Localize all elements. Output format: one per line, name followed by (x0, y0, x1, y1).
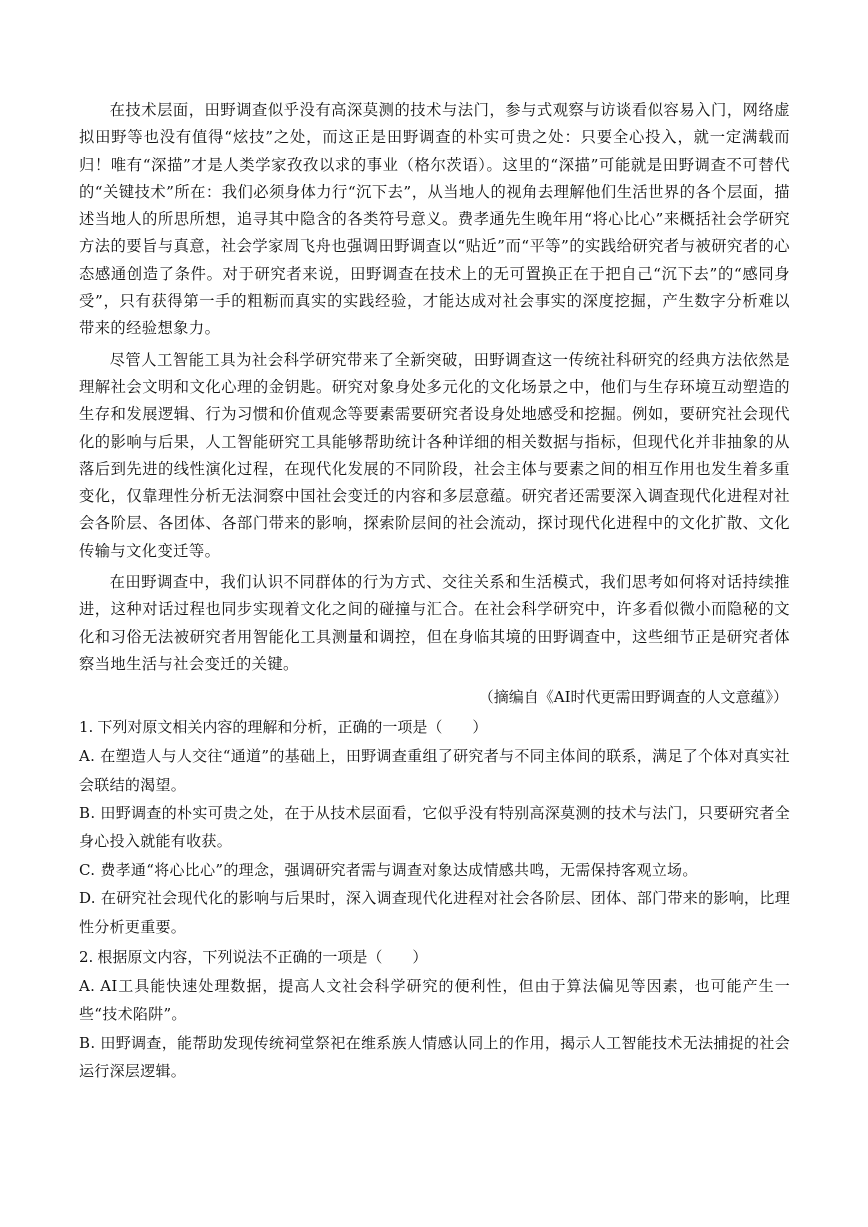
question-number: 1. (79, 718, 94, 737)
passage-paragraph-2: 尽管人工智能工具为社会科学研究带来了全新突破，田野调查这一传统社科研究的经典方法依然是理解社会文明和文化心理的金钥匙。研究对象身处多元化的文化场景之中，他们与生存环境互动塑造的生存和发展逻辑、行为习惯和价值观念等要素需要研究者设身处地感受和挖掘。例如，要研究社会现代化的影响与后果，人工智能研究工具能够帮助统计各种详细的相关数据与指标，但现代化并非抽象的从落后到先进的线性演化过程，在现代化发展的不同阶段，社会主体与要素之间的相互作用也发生着多重变化，仅靠理性分析无法洞察中国社会变迁的内容和多层意蕴。研究者还需要深入调查现代化进程对社会各阶层、各团体、各部门带来的影响，探索阶层间的社会流动，探讨现代化进程中的文化扩散、文化传输与文化变迁等。 (79, 350, 790, 560)
option-a (79, 742, 790, 799)
option-text: 田野调查的朴实可贵之处，在于从技术层面看，它似乎没有特别高深莫测的技术与法门，只要研究者全身心投入就能有收获。 (79, 804, 790, 851)
option-a (79, 972, 790, 1029)
document-page (79, 97, 790, 1086)
question-text: 下列对原文相关内容的理解和分析，正确的一项是（ ） (97, 718, 488, 737)
question-stem (79, 943, 790, 972)
option-d (79, 884, 790, 941)
option-text: 费孝通“将心比心”的理念，强调研究者需与调查对象达成情感共鸣，无需保持客观立场。 (100, 860, 698, 879)
option-text: 田野调查，能帮助发现传统祠堂祭祀在维系族人情感认同上的作用，揭示人工智能技术无法捕捉的社会运行深层逻辑。 (79, 1033, 790, 1081)
option-letter: D. (79, 889, 96, 908)
option-text: AI工具能快速处理数据，提高人文社会科学研究的便利性，但由于算法偏见等因素，也可能产生一些“技术陷阱”。 (79, 977, 790, 1024)
question-1 (79, 713, 790, 941)
option-b (79, 799, 790, 856)
passage-source: （摘编自《AI时代更需田野调查的人文意蕴》） (478, 688, 788, 707)
option-text: 在塑造人与人交往“通道”的基础上，田野调查重组了研究者与不同主体间的联系，满足了个体对真实社会联结的渴望。 (79, 747, 790, 794)
option-letter: A. (79, 747, 96, 766)
question-number: 2. (79, 948, 94, 967)
option-b (79, 1029, 790, 1086)
passage-paragraph-3: 在田野调查中，我们认识不同群体的行为方式、交往关系和生活模式，我们思考如何将对话持续推进，这种对话过程也同步实现着文化之间的碰撞与汇合。在社会科学研究中，许多看似微小而隐秘的文化和习俗无法被研究者用智能化工具测量和调控，但在身临其境的田野调查中，这些细节正是研究者体察当地生活与社会变迁的关键。 (79, 573, 790, 673)
passage-paragraph-1: 在技术层面，田野调查似乎没有高深莫测的技术与法门，参与式观察与访谈看似容易入门，网络虚拟田野等也没有值得“炫技”之处，而这正是田野调查的朴实可贵之处：只要全心投入，就一定满载而归！唯有“深描”才是人类学家孜孜以求的事业（格尔茨语）。这里的“深描”可能就是田野调查不可替代的“关键技术”所在：我们必须身体力行“沉下去”，从当地人的视角去理解他们生活世界的各个层面，描述当地人的所思所想，追寻其中隐含的各类符号意义。费孝通先生晚年用“将心比心”来概括社会学研究方法的要旨与真意，社会学家周飞舟也强调田野调查以“贴近”而“平等”的实践给研究者与被研究者的心态感通创造了条件。对于研究者来说，田野调查在技术上的无可置换正在于把自己“沉下去”的“感同身受”，只有获得第一手的粗粝而真实的实践经验，才能达成对社会事实的深度挖掘，产生数字分析难以带来的经验想象力。 (79, 101, 790, 338)
option-letter: C. (79, 860, 96, 879)
question-stem (79, 713, 790, 742)
option-letter: A. (79, 977, 96, 996)
option-c (79, 856, 790, 884)
question-text: 根据原文内容，下列说法不正确的一项是（ ） (97, 948, 428, 967)
option-letter: B. (79, 804, 96, 823)
option-letter: B. (79, 1033, 96, 1052)
option-text: 在研究社会现代化的影响与后果时，深入调查现代化进程对社会各阶层、团体、部门带来的影响，比理性分析更重要。 (79, 889, 790, 936)
question-2 (79, 943, 790, 1086)
